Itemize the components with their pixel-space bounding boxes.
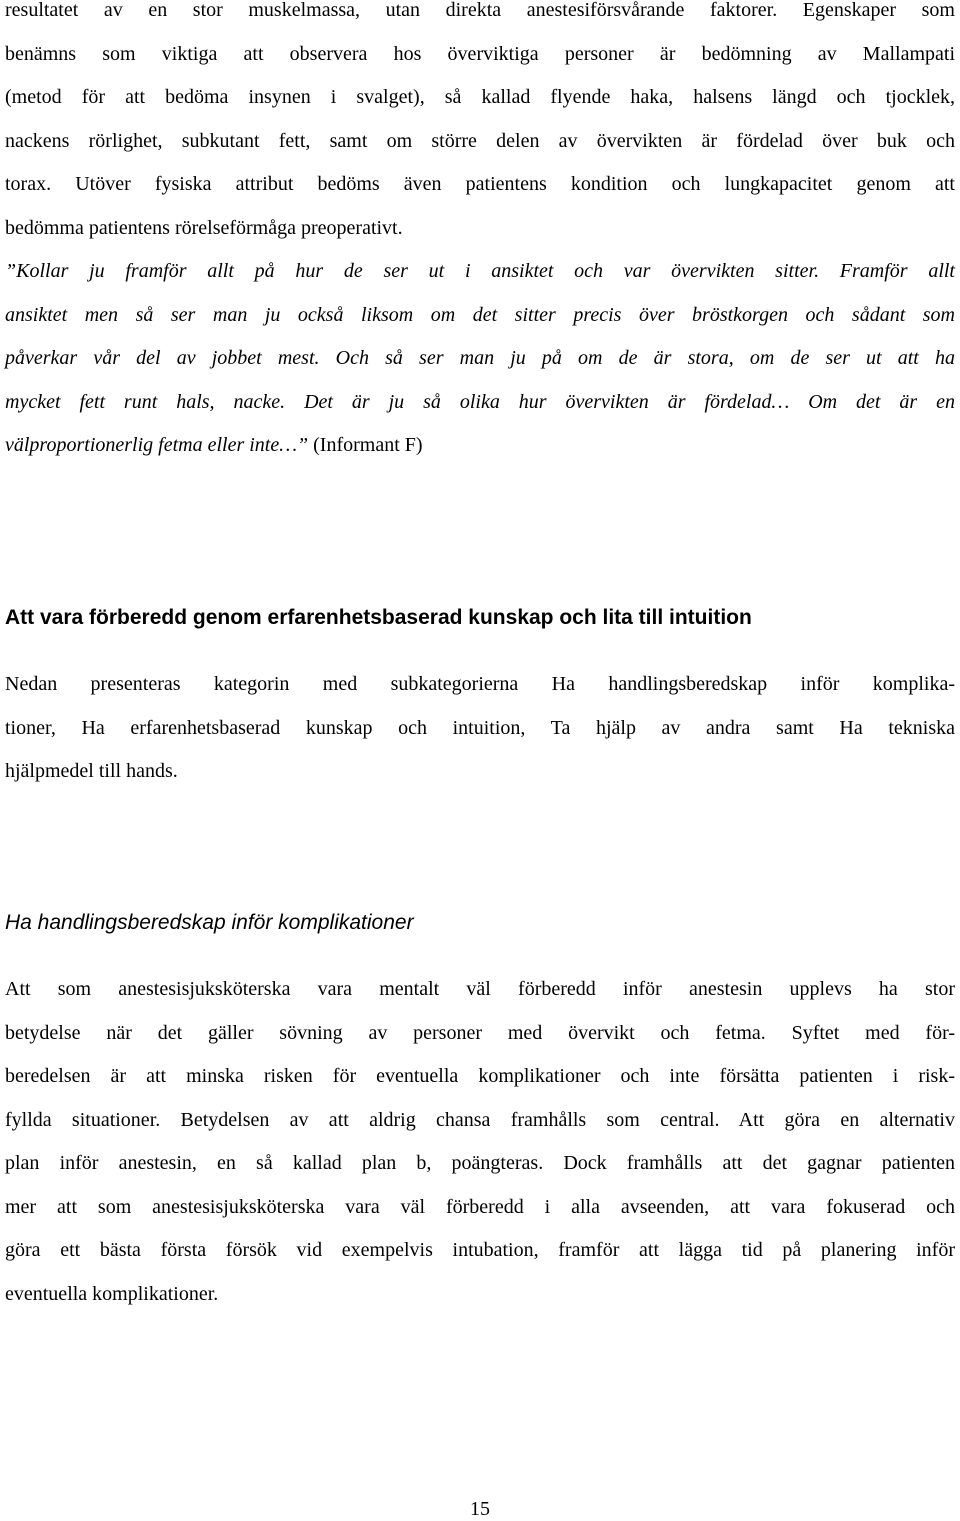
quote-line: ”Kollar ju framför allt på hur de ser ut i ansiktet och var övervikten sitter. Framför allt [5,260,955,282]
body-paragraph-1 [5,0,955,250]
quote-line: påverkar vår del av jobbet mest. Och så ser man ju på om de är stora, om de ser ut att ha [5,347,955,369]
text-line: göra ett bästa första försök vid exempelvis intubation, framför att lägga tid på planering inför [5,1239,955,1261]
text-line: fyllda situationer. Betydelsen av att aldrig chansa framhålls som central. Att göra en alternativ [5,1108,955,1131]
quote-line: ansiktet men så ser man ju också liksom om det sitter precis över bröstkorgen och sådant som [5,303,955,326]
body-paragraph-2 [5,663,955,794]
body-paragraph-3 [5,968,955,1316]
subsection-heading: Ha handlingsberedskap inför komplikationer [5,911,414,934]
text-line: (metod för att bedöma insynen i svalget), så kallad flyende haka, halsens längd och tjocklek, [5,86,955,108]
text-line: nackens rörlighet, subkutant fett, samt om större delen av övervikten är fördelad över buk och [5,129,955,152]
text-line: mer att som anestesisjuksköterska vara väl förberedd i alla avseenden, att vara fokuserad och [5,1195,955,1218]
section-heading: Att vara förberedd genom erfarenhetsbaserad kunskap och lita till intuition [5,606,752,629]
interview-quote [5,250,955,468]
quote-line: välproportionerlig fetma eller inte…” [5,434,309,456]
text-line: hjälpmedel till hands. [5,760,178,782]
quote-line-last [5,424,955,468]
text-line: benämns som viktiga att observera hos överviktiga personer är bedömning av Mallampati [5,42,955,65]
text-line: betydelse när det gäller sövning av personer med övervikt och fetma. Syftet med för- [5,1021,955,1044]
text-line: plan inför anestesin, en så kallad plan b, poängteras. Dock framhålls att det gagnar patienten [5,1152,955,1174]
text-line: beredelsen är att minska risken för eventuella komplikationer och inte försätta patienten i risk- [5,1065,955,1087]
text-line: resultatet av en stor muskelmassa, utan direkta anestesiförsvårande faktorer. Egenskaper som [5,0,955,21]
text-line: bedömma patientens rörelseförmåga preoperativt. [5,216,403,239]
quote-line: mycket fett runt hals, nacke. Det är ju så olika hur övervikten är fördelad… Om det är en [5,390,955,413]
page-number: 15 [470,1498,490,1520]
text-line: torax. Utöver fysiska attribut bedöms även patientens kondition och lungkapacitet genom att [5,173,955,195]
informant-label: (Informant F) [313,434,423,456]
text-line: Att som anestesisjuksköterska vara mentalt väl förberedd inför anestesin upplevs ha stor [5,978,955,1000]
text-line: eventuella komplikationer. [5,1282,219,1305]
text-line: tioner, Ha erfarenhetsbaserad kunskap och intuition, Ta hjälp av andra samt Ha tekniska [5,716,955,739]
text-line: Nedan presenteras kategorin med subkategorierna Ha handlingsberedskap inför komplika- [5,673,955,695]
